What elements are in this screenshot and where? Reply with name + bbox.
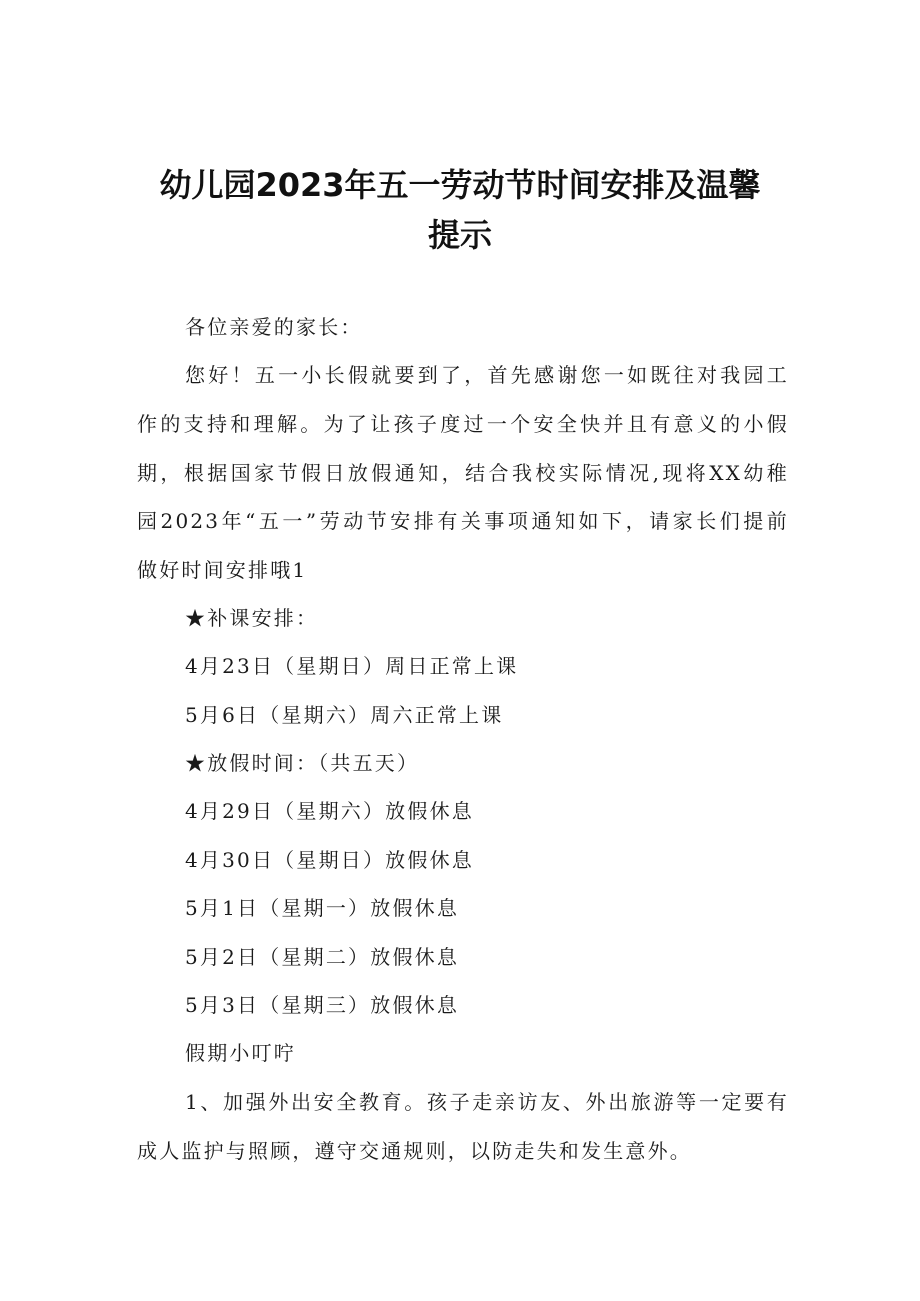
- holiday-item: 5月1日（星期一）放假休息: [185, 896, 460, 920]
- intro-line-5: 做好时间安排哦1: [137, 558, 308, 582]
- tips-heading: 假期小叮咛: [185, 1041, 296, 1065]
- document-title-line-2: 提示: [427, 216, 492, 254]
- makeup-item: 5月6日（星期六）周六正常上课: [185, 703, 504, 727]
- intro-line-1: 您好！五一小长假就要到了，首先感谢您一如既往对我园工: [185, 363, 789, 387]
- intro-line-3: 期，根据国家节假日放假通知，结合我校实际情况,现将XX幼稚: [137, 461, 789, 485]
- holiday-item: 5月2日（星期二）放假休息: [185, 945, 460, 969]
- holiday-item: 4月29日（星期六）放假休息: [185, 799, 474, 823]
- tip-1-line-2: 成人监护与照顾，遵守交通规则，以防走失和发生意外。: [137, 1139, 692, 1163]
- makeup-heading: ★补课安排：: [185, 606, 319, 630]
- intro-line-4: 园2023年“五一”劳动节安排有关事项通知如下，请家长们提前: [137, 509, 789, 533]
- document-title-line-1: 幼儿园2023年五一劳动节时间安排及温馨: [159, 166, 761, 204]
- makeup-item: 4月23日（星期日）周日正常上课: [185, 654, 519, 678]
- salutation: 各位亲爱的家长：: [185, 315, 363, 339]
- tip-1-line-1: 1、加强外出安全教育。孩子走亲访友、外出旅游等一定要有: [185, 1090, 789, 1114]
- holiday-item: 4月30日（星期日）放假休息: [185, 848, 474, 872]
- holiday-heading: ★放假时间：（共五天）: [185, 751, 420, 775]
- intro-line-2: 作的支持和理解。为了让孩子度过一个安全快并且有意义的小假: [137, 412, 789, 436]
- holiday-item: 5月3日（星期三）放假休息: [185, 993, 460, 1017]
